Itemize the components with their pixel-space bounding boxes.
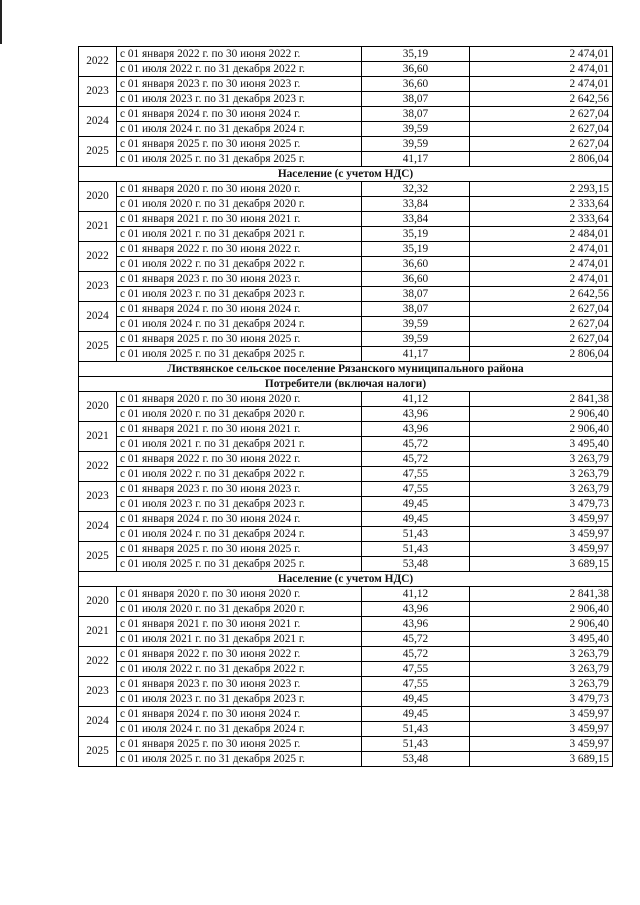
table-row [79,347,613,362]
period-cell: с 01 июля 2023 г. по 31 декабря 2023 г. [117,692,362,707]
tariff-value-cell: 49,45 [362,512,470,527]
table-row [79,662,613,677]
tariff-amount-cell: 3 263,79 [470,647,613,662]
period-cell: с 01 января 2021 г. по 30 июня 2021 г. [117,212,362,227]
period-cell: с 01 июля 2025 г. по 31 декабря 2025 г. [117,152,362,167]
table-row [79,722,613,737]
section-heading-row [79,572,613,587]
tariff-value-cell: 53,48 [362,752,470,767]
tariff-amount-cell: 2 642,56 [470,287,613,302]
tariff-amount-cell: 2 627,04 [470,317,613,332]
table-row [79,152,613,167]
year-cell: 2025 [79,542,117,572]
tariff-value-cell: 38,07 [362,287,470,302]
tariff-value-cell: 32,32 [362,182,470,197]
year-cell: 2022 [79,242,117,272]
tariff-value-cell: 49,45 [362,497,470,512]
tariff-value-cell: 43,96 [362,617,470,632]
tariff-amount-cell: 3 479,73 [470,497,613,512]
year-cell: 2023 [79,77,117,107]
tariff-value-cell: 45,72 [362,437,470,452]
period-cell: с 01 января 2023 г. по 30 июня 2023 г. [117,77,362,92]
table-row [79,137,613,152]
period-cell: с 01 июля 2022 г. по 31 декабря 2022 г. [117,257,362,272]
year-cell: 2021 [79,212,117,242]
section-heading: Листвянское сельское поселение Рязанского муниципального района [79,362,613,377]
tariff-amount-cell: 2 293,15 [470,182,613,197]
table-row [79,392,613,407]
tariff-table-body [79,47,613,767]
period-cell: с 01 июля 2023 г. по 31 декабря 2023 г. [117,497,362,512]
tariff-value-cell: 49,45 [362,707,470,722]
tariff-value-cell: 53,48 [362,557,470,572]
period-cell: с 01 января 2025 г. по 30 июня 2025 г. [117,137,362,152]
period-cell: с 01 июля 2022 г. по 31 декабря 2022 г. [117,662,362,677]
table-row [79,422,613,437]
tariff-value-cell: 51,43 [362,722,470,737]
table-row [79,77,613,92]
tariff-value-cell: 45,72 [362,632,470,647]
year-cell: 2020 [79,392,117,422]
table-row [79,617,613,632]
tariff-value-cell: 51,43 [362,542,470,557]
year-cell: 2022 [79,647,117,677]
section-heading: Население (с учетом НДС) [79,167,613,182]
year-cell: 2025 [79,737,117,767]
section-heading: Потребители (включая налоги) [79,377,613,392]
tariff-amount-cell: 2 474,01 [470,257,613,272]
period-cell: с 01 июля 2024 г. по 31 декабря 2024 г. [117,722,362,737]
table-row [79,332,613,347]
table-row [79,62,613,77]
table-row [79,287,613,302]
year-cell: 2024 [79,512,117,542]
table-row [79,677,613,692]
tariff-value-cell: 38,07 [362,107,470,122]
table-row [79,647,613,662]
table-row [79,752,613,767]
tariff-amount-cell: 3 495,40 [470,632,613,647]
table-row [79,212,613,227]
tariff-amount-cell: 2 627,04 [470,107,613,122]
tariff-value-cell: 39,59 [362,332,470,347]
tariff-value-cell: 35,19 [362,227,470,242]
tariff-amount-cell: 3 459,97 [470,737,613,752]
table-row [79,242,613,257]
tariff-table [78,46,613,767]
tariff-amount-cell: 3 263,79 [470,452,613,467]
tariff-amount-cell: 2 474,01 [470,242,613,257]
tariff-amount-cell: 2 906,40 [470,617,613,632]
table-row [79,257,613,272]
tariff-value-cell: 49,45 [362,692,470,707]
table-row [79,692,613,707]
year-cell: 2025 [79,332,117,362]
table-row [79,107,613,122]
period-cell: с 01 июля 2025 г. по 31 декабря 2025 г. [117,347,362,362]
tariff-amount-cell: 2 841,38 [470,587,613,602]
scan-edge-mark [0,0,2,44]
tariff-amount-cell: 2 906,40 [470,407,613,422]
period-cell: с 01 января 2024 г. по 30 июня 2024 г. [117,707,362,722]
tariff-value-cell: 47,55 [362,482,470,497]
tariff-value-cell: 41,17 [362,347,470,362]
year-cell: 2023 [79,272,117,302]
period-cell: с 01 июля 2025 г. по 31 декабря 2025 г. [117,752,362,767]
period-cell: с 01 января 2022 г. по 30 июня 2022 г. [117,452,362,467]
tariff-value-cell: 39,59 [362,317,470,332]
tariff-value-cell: 51,43 [362,737,470,752]
tariff-value-cell: 39,59 [362,137,470,152]
tariff-value-cell: 33,84 [362,197,470,212]
table-row [79,272,613,287]
tariff-amount-cell: 3 459,97 [470,512,613,527]
tariff-value-cell: 45,72 [362,647,470,662]
tariff-value-cell: 41,12 [362,392,470,407]
period-cell: с 01 июля 2025 г. по 31 декабря 2025 г. [117,557,362,572]
period-cell: с 01 января 2024 г. по 30 июня 2024 г. [117,107,362,122]
table-row [79,482,613,497]
table-row [79,47,613,62]
year-cell: 2024 [79,107,117,137]
tariff-value-cell: 35,19 [362,47,470,62]
period-cell: с 01 января 2022 г. по 30 июня 2022 г. [117,47,362,62]
table-row [79,92,613,107]
tariff-amount-cell: 3 263,79 [470,662,613,677]
section-heading-row [79,167,613,182]
period-cell: с 01 января 2022 г. по 30 июня 2022 г. [117,242,362,257]
period-cell: с 01 июля 2021 г. по 31 декабря 2021 г. [117,227,362,242]
year-cell: 2020 [79,182,117,212]
period-cell: с 01 июля 2024 г. по 31 декабря 2024 г. [117,527,362,542]
period-cell: с 01 июля 2020 г. по 31 декабря 2020 г. [117,197,362,212]
section-heading: Население (с учетом НДС) [79,572,613,587]
period-cell: с 01 января 2024 г. по 30 июня 2024 г. [117,512,362,527]
table-row [79,512,613,527]
period-cell: с 01 июля 2020 г. по 31 декабря 2020 г. [117,407,362,422]
period-cell: с 01 июля 2021 г. по 31 декабря 2021 г. [117,437,362,452]
tariff-amount-cell: 3 689,15 [470,557,613,572]
tariff-value-cell: 36,60 [362,77,470,92]
year-cell: 2020 [79,587,117,617]
tariff-amount-cell: 3 459,97 [470,542,613,557]
tariff-value-cell: 36,60 [362,257,470,272]
table-row [79,527,613,542]
tariff-amount-cell: 3 479,73 [470,692,613,707]
table-row [79,302,613,317]
table-row [79,437,613,452]
year-cell: 2023 [79,482,117,512]
period-cell: с 01 июля 2022 г. по 31 декабря 2022 г. [117,62,362,77]
tariff-amount-cell: 2 906,40 [470,602,613,617]
table-row [79,737,613,752]
tariff-value-cell: 41,17 [362,152,470,167]
period-cell: с 01 июля 2021 г. по 31 декабря 2021 г. [117,632,362,647]
period-cell: с 01 января 2021 г. по 30 июня 2021 г. [117,617,362,632]
tariff-amount-cell: 2 474,01 [470,62,613,77]
period-cell: с 01 июля 2023 г. по 31 декабря 2023 г. [117,92,362,107]
tariff-value-cell: 43,96 [362,407,470,422]
tariff-amount-cell: 2 627,04 [470,332,613,347]
section-heading-row [79,362,613,377]
period-cell: с 01 января 2020 г. по 30 июня 2020 г. [117,182,362,197]
tariff-value-cell: 45,72 [362,452,470,467]
tariff-amount-cell: 2 333,64 [470,212,613,227]
period-cell: с 01 января 2025 г. по 30 июня 2025 г. [117,737,362,752]
period-cell: с 01 января 2020 г. по 30 июня 2020 г. [117,392,362,407]
period-cell: с 01 января 2025 г. по 30 июня 2025 г. [117,332,362,347]
year-cell: 2022 [79,452,117,482]
table-row [79,602,613,617]
table-row [79,197,613,212]
period-cell: с 01 января 2021 г. по 30 июня 2021 г. [117,422,362,437]
period-cell: с 01 июля 2020 г. по 31 декабря 2020 г. [117,602,362,617]
tariff-value-cell: 43,96 [362,422,470,437]
period-cell: с 01 января 2022 г. по 30 июня 2022 г. [117,647,362,662]
year-cell: 2021 [79,617,117,647]
table-row [79,497,613,512]
year-cell: 2023 [79,677,117,707]
tariff-value-cell: 43,96 [362,602,470,617]
tariff-amount-cell: 3 459,97 [470,707,613,722]
tariff-value-cell: 36,60 [362,272,470,287]
table-row [79,227,613,242]
tariff-amount-cell: 2 806,04 [470,347,613,362]
tariff-value-cell: 47,55 [362,662,470,677]
tariff-amount-cell: 2 474,01 [470,272,613,287]
tariff-value-cell: 51,43 [362,527,470,542]
tariff-amount-cell: 2 806,04 [470,152,613,167]
year-cell: 2025 [79,137,117,167]
period-cell: с 01 января 2025 г. по 30 июня 2025 г. [117,542,362,557]
table-row [79,632,613,647]
tariff-amount-cell: 3 495,40 [470,437,613,452]
table-row [79,587,613,602]
tariff-value-cell: 36,60 [362,62,470,77]
period-cell: с 01 июля 2023 г. по 31 декабря 2023 г. [117,287,362,302]
tariff-amount-cell: 2 627,04 [470,137,613,152]
table-row [79,452,613,467]
tariff-amount-cell: 3 459,97 [470,722,613,737]
table-row [79,542,613,557]
tariff-value-cell: 47,55 [362,677,470,692]
tariff-value-cell: 38,07 [362,302,470,317]
table-row [79,122,613,137]
section-heading-row [79,377,613,392]
tariff-amount-cell: 2 642,56 [470,92,613,107]
period-cell: с 01 июля 2022 г. по 31 декабря 2022 г. [117,467,362,482]
tariff-amount-cell: 2 474,01 [470,47,613,62]
tariff-value-cell: 39,59 [362,122,470,137]
table-row [79,557,613,572]
tariff-amount-cell: 2 627,04 [470,302,613,317]
table-row [79,467,613,482]
tariff-value-cell: 41,12 [362,587,470,602]
tariff-amount-cell: 2 484,01 [470,227,613,242]
period-cell: с 01 января 2023 г. по 30 июня 2023 г. [117,482,362,497]
tariff-value-cell: 35,19 [362,242,470,257]
period-cell: с 01 января 2023 г. по 30 июня 2023 г. [117,677,362,692]
tariff-amount-cell: 3 263,79 [470,482,613,497]
tariff-amount-cell: 3 459,97 [470,527,613,542]
tariff-amount-cell: 3 263,79 [470,677,613,692]
period-cell: с 01 июля 2024 г. по 31 декабря 2024 г. [117,317,362,332]
tariff-amount-cell: 2 474,01 [470,77,613,92]
table-row [79,317,613,332]
table-row [79,407,613,422]
year-cell: 2021 [79,422,117,452]
period-cell: с 01 июля 2024 г. по 31 декабря 2024 г. [117,122,362,137]
tariff-amount-cell: 2 906,40 [470,422,613,437]
period-cell: с 01 января 2023 г. по 30 июня 2023 г. [117,272,362,287]
table-row [79,182,613,197]
tariff-amount-cell: 3 263,79 [470,467,613,482]
table-row [79,707,613,722]
tariff-amount-cell: 2 333,64 [470,197,613,212]
tariff-amount-cell: 2 841,38 [470,392,613,407]
tariff-value-cell: 33,84 [362,212,470,227]
year-cell: 2024 [79,302,117,332]
tariff-value-cell: 38,07 [362,92,470,107]
period-cell: с 01 января 2024 г. по 30 июня 2024 г. [117,302,362,317]
year-cell: 2022 [79,47,117,77]
tariff-value-cell: 47,55 [362,467,470,482]
period-cell: с 01 января 2020 г. по 30 июня 2020 г. [117,587,362,602]
tariff-amount-cell: 2 627,04 [470,122,613,137]
year-cell: 2024 [79,707,117,737]
tariff-amount-cell: 3 689,15 [470,752,613,767]
